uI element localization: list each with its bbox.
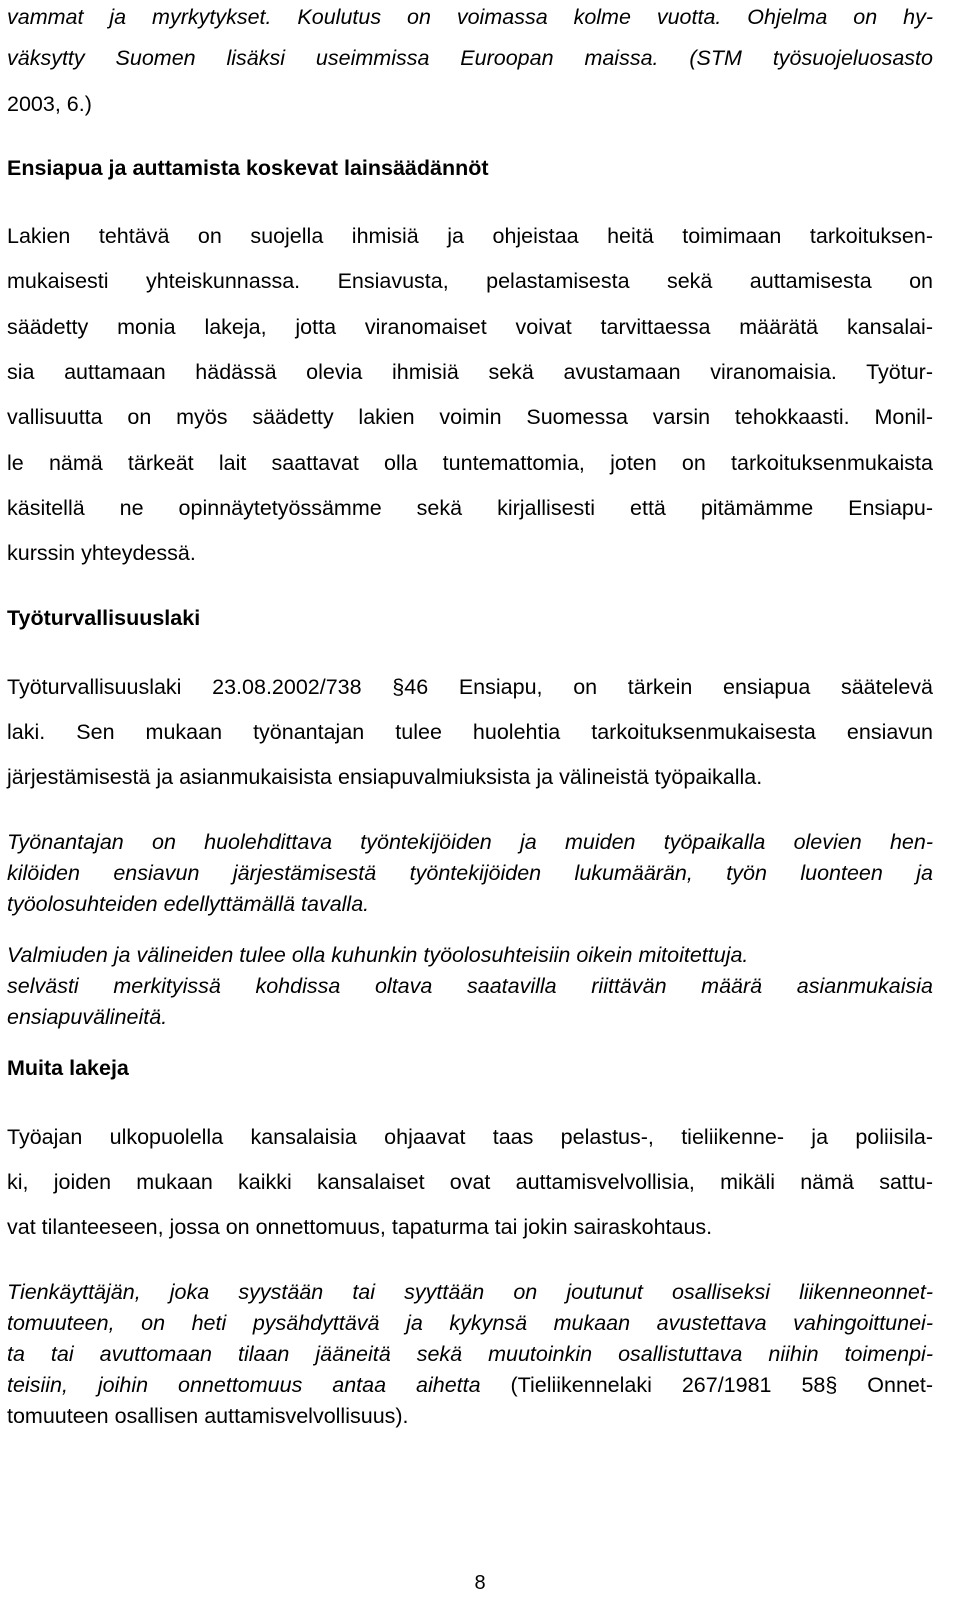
quote-line: tomuuteen, on heti pysähdyttävä ja kykynsä mukaan avustettava vahingoittunei- [7,1311,933,1335]
paragraph-line: vat tilanteeseen, jossa on onnettomuus, tapaturma tai jokin sairaskohtaus. [7,1215,713,1239]
paragraph-line: ki, joiden mukaan kaikki kansalaiset ovat auttamisvelvollisia, mikäli nämä sattu- [7,1170,933,1194]
intro-line [7,45,933,71]
intro-line: vammat ja myrkytykset. Koulutus on voimassa kolme vuotta. Ohjelma on hy- [7,5,933,29]
quote-line: kilöiden ensiavun järjestämisestä työntekijöiden lukumäärän, työn luonteen ja [7,861,933,885]
paragraph-line: kurssin yhteydessä. [7,541,196,565]
section-heading: Ensiapua ja auttamista koskevat lainsäädännöt [7,156,489,180]
section-heading: Muita lakeja [7,1056,129,1080]
quote-line: tomuuteen osallisen auttamisvelvollisuus). [7,1404,409,1428]
page-number: 8 [474,1572,486,1594]
paragraph-line: sia auttamaan hädässä olevia ihmisiä sekä avustamaan viranomaisia. Työtur- [7,360,933,384]
section-heading: Työturvallisuuslaki [7,606,201,630]
paragraph-line: Työturvallisuuslaki 23.08.2002/738 §46 Ensiapu, on tärkein ensiapua säätelevä [7,675,933,699]
paragraph-line: vallisuutta on myös säädetty lakien voimin Suomessa varsin tehokkaasti. Monil- [7,405,933,429]
paragraph-line: käsitellä ne opinnäytetyössämme sekä kirjallisesti että pitämämme Ensiapu- [7,496,933,520]
paragraph-line: le nämä tärkeät lait saattavat olla tuntemattomia, joten on tarkoituksenmukaista [7,451,933,475]
quote-line: ta tai avuttomaan tilaan jääneitä sekä muutoinkin osallistuttava niihin toimenpi- [7,1342,933,1366]
quote-line: Valmiuden ja välineiden tulee olla kuhunkin työolosuhteisiin oikein mitoitettuja. [7,943,749,967]
quote-line: työolosuhteiden edellyttämällä tavalla. [7,892,370,916]
paragraph-line: Lakien tehtävä on suojella ihmisiä ja ohjeistaa heitä toimimaan tarkoituksen- [7,224,933,248]
paragraph-line: mukaisesti yhteiskunnassa. Ensiavusta, pelastamisesta sekä auttamisesta on [7,269,933,293]
quote-line: Työnantajan on huolehdittava työntekijöiden ja muiden työpaikalla olevien hen- [7,830,933,854]
quote-line: Tienkäyttäjän, joka syystään tai syyttään on joutunut osalliseksi liikenneonnet- [7,1280,933,1304]
paragraph-line: laki. Sen mukaan työnantajan tulee huolehtia tarkoituksenmukaisesta ensiavun [7,720,933,744]
paragraph-line: säädetty monia lakeja, jotta viranomaiset voivat tarvittaessa määrätä kansalai- [7,315,933,339]
quote-line: selvästi merkityissä kohdissa oltava saatavilla riittävän määrä asianmukaisia [7,974,933,998]
quote-italic-part: teisiin, joihin onnettomuus antaa aihetta [7,1373,481,1397]
quote-line [7,1372,933,1398]
paragraph-line: järjestämisestä ja asianmukaisista ensiapuvalmiuksista ja välineistä työpaikalla. [7,765,763,789]
intro-line-italic: väksytty Suomen lisäksi useimmissa Euroopan maissa. (STM työsuojeluosasto [7,46,933,70]
quote-line: ensiapuvälineitä. [7,1005,168,1029]
quote-citation: (Tieliikennelaki 267/1981 58§ Onnet- [480,1373,933,1397]
paragraph-line: Työajan ulkopuolella kansalaisia ohjaavat taas pelastus-, tieliikenne- ja poliisila- [7,1125,933,1149]
intro-line: 2003, 6.) [7,92,92,116]
